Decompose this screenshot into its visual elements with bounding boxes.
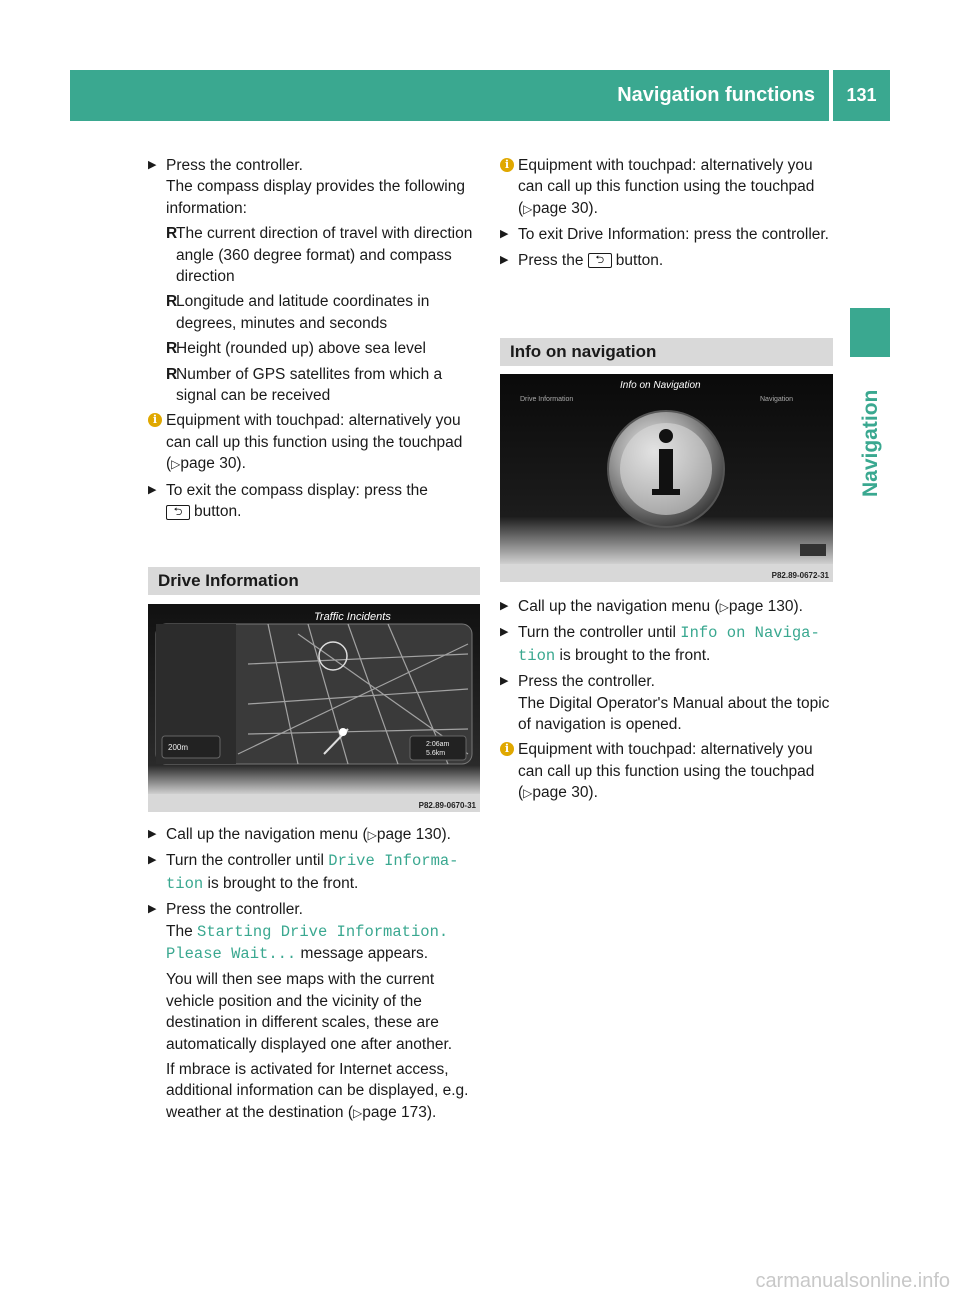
section-heading-drive-info: Drive Information [148,567,480,595]
left-column-lower [148,824,483,1128]
step-arrow-icon: ▶ [148,903,157,916]
page-ref-arrow-icon: ▷ [523,786,533,801]
step-arrow-icon: ▶ [500,253,509,266]
bullet-item: R Longitude and latitude coordinates in degrees, minutes and seconds [166,293,430,332]
right-column [500,155,835,275]
step-arrow-icon: ▶ [148,483,157,496]
image-caption: P82.89-0672-31 [771,571,829,580]
info-note: i Equipment with touchpad: alternatively you can call up this function using the touchpad (▷page 30). [148,410,483,475]
message-code: Please Wait... [166,945,297,964]
step-arrow-icon: ▶ [500,626,509,639]
page-ref-arrow-icon: ▷ [171,457,181,472]
bullet-dot-icon: R [166,365,178,383]
info-note: i Equipment with touchpad: alternatively you can call up this function using the touchpad (▷page 30). [500,739,835,804]
screenshot-info-on-navigation [500,374,833,582]
step-arrow-icon: ▶ [500,228,509,241]
step-press-controller: ▶ Press the controller. The Digital Operator's Manual about the topic of navigation is opened. [500,673,830,734]
page-ref-arrow-icon: ▷ [367,828,377,842]
side-section-label: Navigation [859,389,882,497]
step-call-menu: ▶ Call up the navigation menu (▷page 130). [148,826,451,843]
section-heading-info-nav: Info on navigation [500,338,833,366]
page-header [70,70,890,121]
menu-item-code: tion [166,874,204,893]
step-exit-drive-info: ▶ To exit Drive Information: press the controller. [500,226,829,244]
bullet-dot-icon: R [166,340,178,358]
step-arrow-icon: ▶ [500,600,509,612]
step-arrow-icon: ▶ [500,675,509,688]
step-text: Press the controller. [166,157,303,174]
menu-item-code: Info on Naviga‐ [680,624,820,643]
step-arrow-icon: ▶ [148,828,157,840]
paragraph: You will then see maps with the current vehicle position and the vicinity of the destination in different scales, these are automatically displayed one after another. [166,971,453,1053]
scale-readout: 200m [168,743,189,752]
page-ref-arrow-icon: ▷ [719,600,729,614]
footer-watermark: carmanualsonline.info [755,1270,950,1292]
info-icon: i [500,158,514,172]
menu-item-code: Drive Informa‐ [328,852,459,871]
step-arrow-icon: ▶ [148,854,157,867]
info-display [500,374,833,564]
info-icon: i [148,413,162,427]
menu-item-code: tion [518,646,556,665]
step-press-controller [148,155,483,219]
step-press-back: ▶ Press the ⮌ button. [500,251,664,269]
screen-title: Info on Navigation [620,380,701,391]
bullet-item: R Height (rounded up) above sea level [148,338,483,359]
step-call-menu: ▶ Call up the navigation menu (▷page 130). [500,598,803,615]
right-column-lower [500,596,835,809]
step-turn-controller: ▶ Turn the controller until Info on Naviga‐ tion is brought to the front. [500,624,820,665]
left-column [148,155,483,527]
map-title: Traffic Incidents [314,611,391,623]
arrival-time-readout: 2:06am [426,741,450,748]
map-display [148,604,480,794]
chapter-title: Navigation functions [617,84,815,106]
step-arrow-icon: ▶ [148,159,157,171]
screenshot-traffic-incidents [148,604,480,812]
back-button-icon: ⮌ [166,505,190,520]
distance-readout: 5.6km [426,750,446,757]
page-ref-arrow-icon: ▷ [523,201,533,216]
bullet-dot-icon: R [166,225,178,243]
bullet-item: R The current direction of travel with direction angle (360 degree format) and compass direction [166,225,473,286]
bullet-dot-icon: R [166,293,178,311]
step-detail: The compass display provides the following information: [166,178,465,217]
step-turn-controller: ▶ Turn the controller until Drive Informa‐ tion is brought to the front. [148,852,459,893]
page-ref-arrow-icon: ▷ [352,1105,363,1120]
page-number: 131 [846,85,877,105]
paragraph: If mbrace is activated for Internet access, additional information can be displayed, e.g. weather at the destination (▷page 173). [166,1061,469,1121]
info-icon: i [500,742,514,756]
step-press-controller-2: ▶ Press the controller. The Starting Drive Information. Please Wait... message appears. You will then see maps with the current vehicle position and the vicinity of the destination in different scales, these are automatically displayed one after another. If mbrace is activated for Internet access, additional information can be displayed, e.g. weather at the destination (▷page 173). [148,899,483,1124]
bullet-item: R Number of GPS satellites from which a signal can be received [166,365,443,405]
side-tab-marker [850,308,890,357]
menu-item-navigation: Navigation [760,396,794,403]
back-button-icon: ⮌ [588,253,612,268]
menu-item-drive-info: Drive Information [520,396,574,403]
info-note: i Equipment with touchpad: alternatively you can call up this function using the touchpad (▷page 30). [500,155,835,220]
step-exit-compass: ▶ To exit the compass display: press the ⮌ button. [148,481,428,521]
message-code: Starting Drive Information. [197,922,449,941]
image-caption: P82.89-0670-31 [418,801,476,810]
